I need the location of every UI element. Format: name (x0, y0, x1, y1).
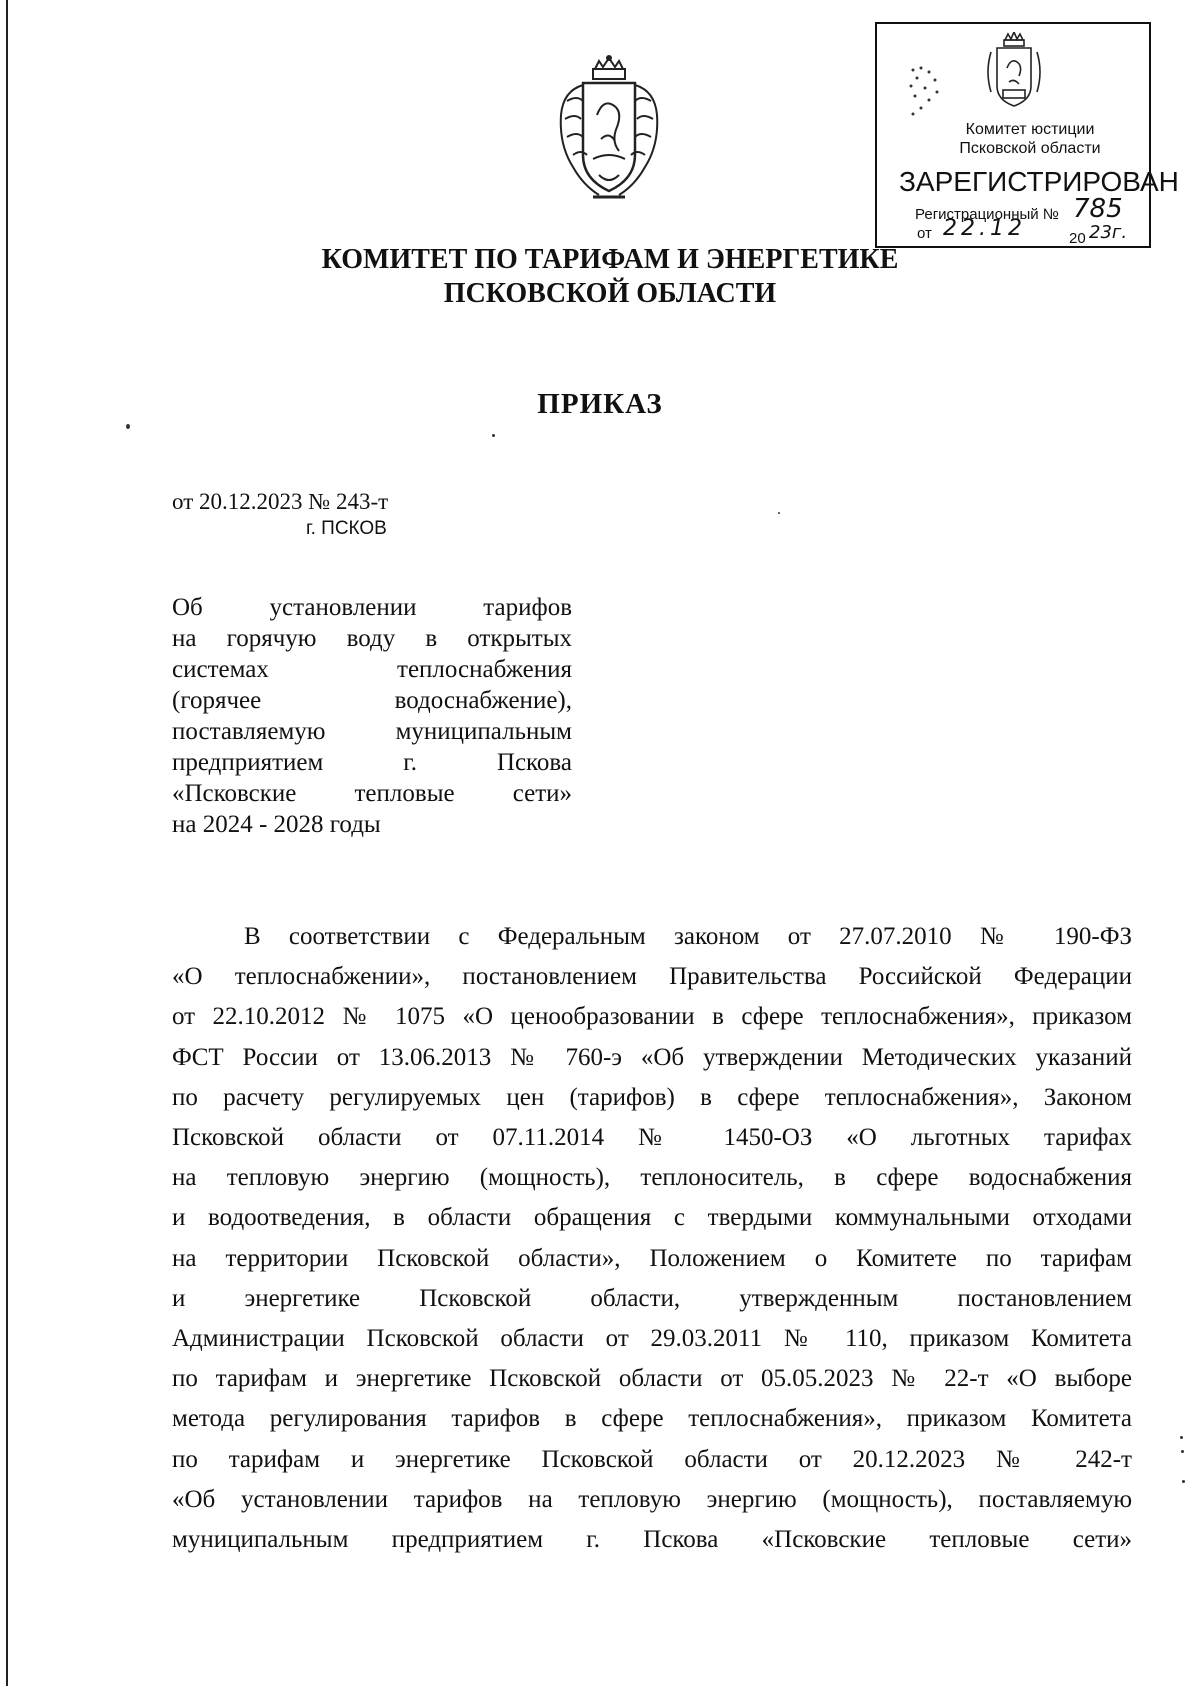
stamp-organization-line: Комитет юстиции (965, 121, 1095, 138)
body-line: на тепловую энергию (мощность), теплоноситель, в сфере водоснабжения (172, 1164, 1132, 1192)
scan-speck (1182, 1480, 1185, 1483)
body-line: по тарифам и энергетике Псковской области от 20.12.2023 № 242-т (172, 1445, 1132, 1473)
body-line: и энергетике Псковской области, утвержденным постановлением (172, 1284, 1132, 1312)
body-line: на территории Псковской области», Положением о Комитете по тарифам (172, 1244, 1132, 1272)
document-type: ПРИКАЗ (537, 388, 663, 420)
scan-speck (492, 434, 495, 437)
body-line: Администрации Псковской области от 29.03.2011 № 110, приказом Комитета (172, 1325, 1132, 1353)
organization-title-line: ПСКОВСКОЙ ОБЛАСТИ (443, 278, 777, 309)
body-line: по тарифам и энергетике Псковской области от 05.05.2023 № 22-т «О выборе (172, 1365, 1132, 1393)
body-line: муниципальным предприятием г. Пскова «Псковские тепловые сети» (172, 1526, 1132, 1554)
registration-stamp (875, 22, 1179, 248)
organization-title-line: КОМИТЕТ ПО ТАРИФАМ И ЭНЕРГЕТИКЕ (321, 244, 899, 275)
subject-line: «Псковские тепловые сети» (172, 780, 572, 807)
body-line: Псковской области от 07.11.2014 № 1450-ОЗ «О льготных тарифах (172, 1124, 1132, 1152)
stamp-speckle-decoration (907, 64, 957, 124)
scan-speck (1181, 1450, 1184, 1453)
body-line: по расчету регулируемых цен (тарифов) в сфере теплоснабжения», Законом (172, 1083, 1132, 1111)
scan-speck (778, 512, 780, 514)
document-city: г. ПСКОВ (306, 518, 387, 539)
stamp-year-prefix: 20 (1069, 230, 1086, 247)
body-line: метода регулирования тарифов в сфере теплоснабжения», приказом Комитета (172, 1405, 1132, 1433)
subject-line: поставляемую муниципальным (172, 718, 572, 745)
stamp-year-handwritten: 23г. (1089, 222, 1128, 243)
subject-line: на горячую воду в открытых (172, 625, 572, 652)
subject-line: Об установлении тарифов (172, 594, 572, 621)
document-reference: от 20.12.2023 № 243-т (172, 489, 389, 514)
body-line: В соответствии с Федеральным законом от 27.07.2010 № 190-ФЗ (244, 923, 1132, 950)
scan-speck (126, 424, 130, 429)
body-line: ФСТ России от 13.06.2013 № 760-э «Об утверждении Методических указаний (172, 1043, 1132, 1071)
body-line: «Об установлении тарифов на тепловую энергию (мощность), поставляемую (172, 1485, 1132, 1513)
subject-line: на 2024 - 2028 годы (172, 811, 381, 838)
document-body (172, 917, 1132, 1560)
stamp-reg-label: Регистрационный № (915, 206, 1059, 223)
subject-line: системах теплоснабжения (172, 656, 572, 683)
scan-speck (1180, 1436, 1183, 1439)
subject-line: (горячее водоснабжение), (172, 687, 572, 714)
document-subject (172, 592, 572, 840)
stamp-date-prefix: от (917, 225, 932, 242)
stamp-date-handwritten: 22.12 (943, 216, 1026, 241)
body-line: от 22.10.2012 № 1075 «О ценообразовании в сфере теплоснабжения», приказом (172, 1003, 1132, 1031)
organization-title (290, 243, 930, 311)
stamp-organization-line: Псковской области (959, 140, 1101, 157)
stamp-organization (937, 120, 1123, 158)
body-line: и водоотведения, в области обращения с твердыми коммунальными отходами (172, 1204, 1132, 1232)
stamp-status: ЗАРЕГИСТРИРОВАН (899, 166, 1179, 197)
stamp-reg-number-handwritten: 785 (1073, 194, 1123, 224)
coat-of-arms-icon (553, 55, 665, 205)
body-line: «О теплоснабжении», постановлением Правительства Российской Федерации (172, 963, 1132, 991)
stamp-coat-of-arms-icon (983, 32, 1045, 112)
subject-line: предприятием г. Пскова (172, 749, 572, 776)
stamp-date-label (917, 225, 932, 242)
scan-edge-line (6, 0, 8, 1686)
